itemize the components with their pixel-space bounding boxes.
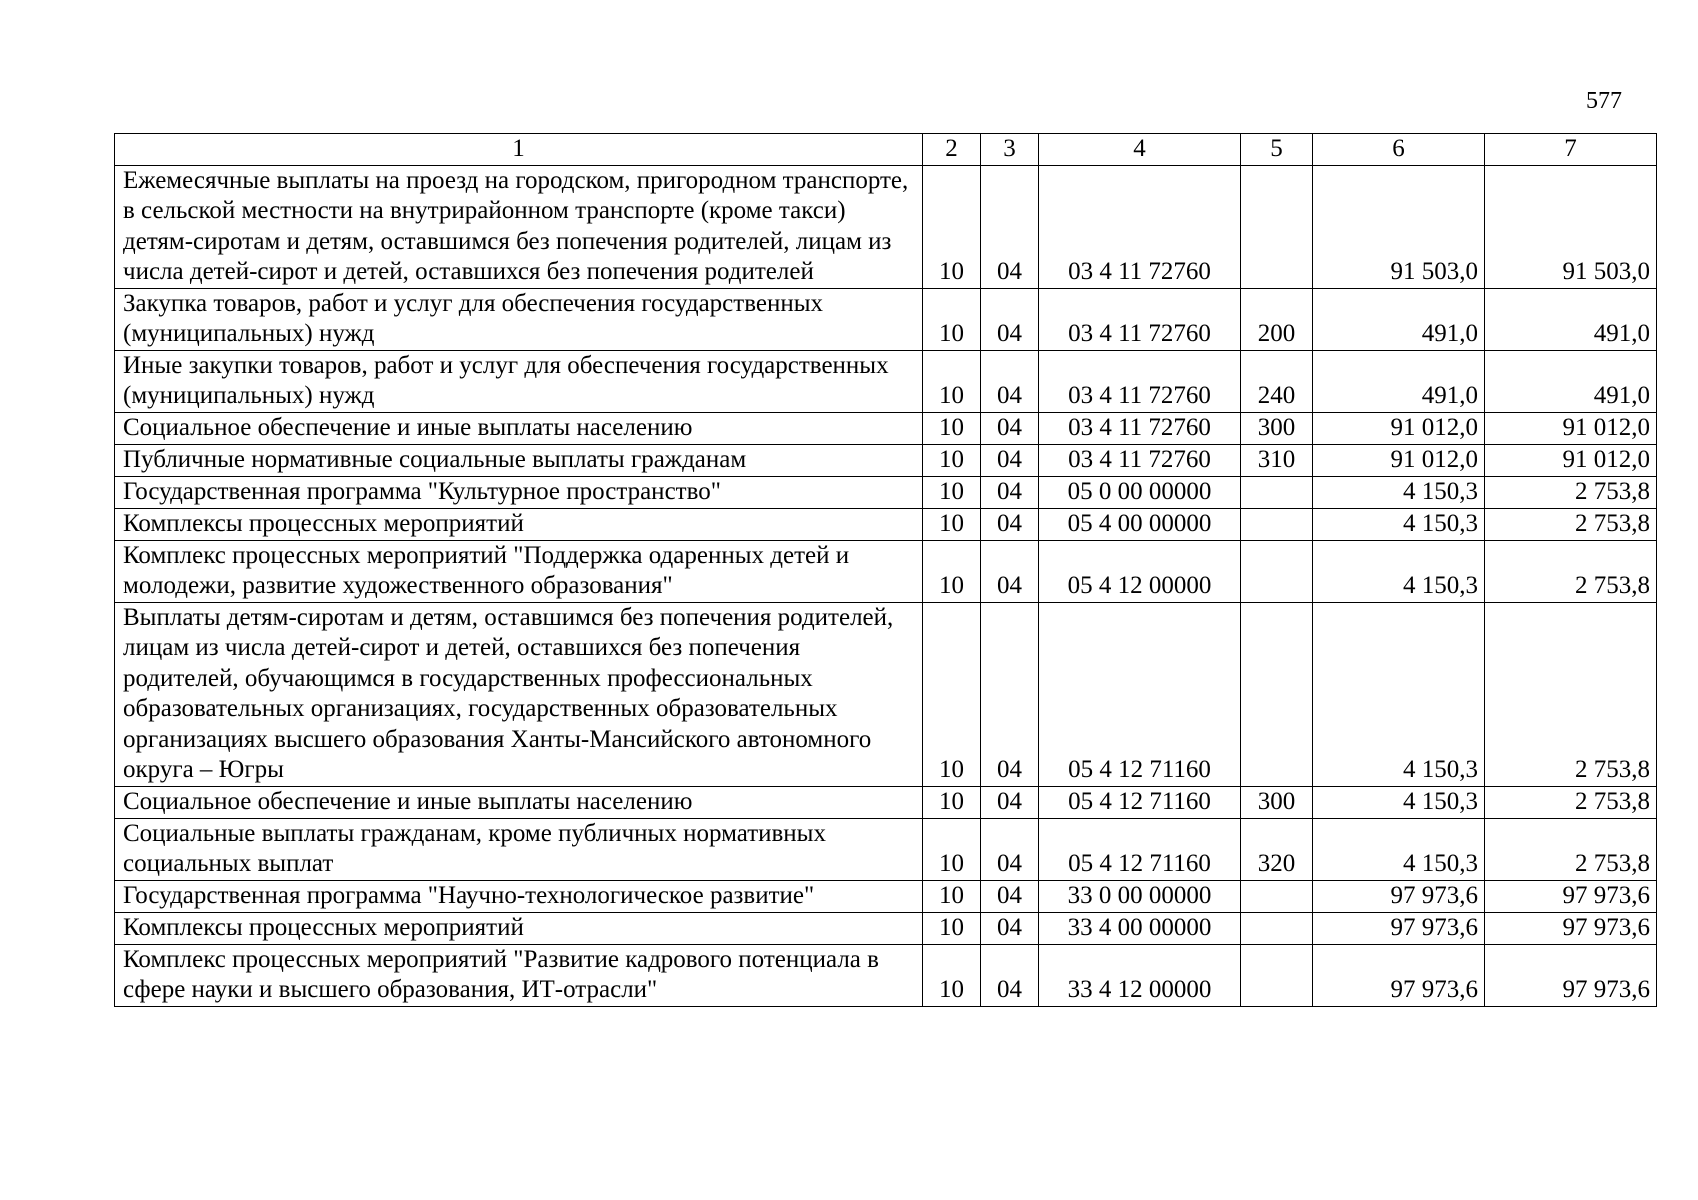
table-row — [115, 476, 1657, 508]
row-name: Публичные нормативные социальные выплаты гражданам — [115, 444, 923, 476]
row-section: 10 — [923, 350, 981, 412]
row-amount-1: 4 150,3 — [1313, 508, 1485, 540]
row-expense-type: 300 — [1241, 412, 1313, 444]
row-subsection: 04 — [981, 602, 1039, 786]
row-name: Комплекс процессных мероприятий "Поддержка одаренных детей и молодежи, развитие художественного образования" — [115, 540, 923, 602]
row-expense-type — [1241, 912, 1313, 944]
row-subsection: 04 — [981, 786, 1039, 818]
table-body — [115, 165, 1657, 1006]
row-amount-2: 97 973,6 — [1485, 880, 1657, 912]
row-name: Выплаты детям-сиротам и детям, оставшимся без попечения родителей, лицам из числа детей-сирот и детей, оставшихся без попечения родителей, обучающимся в государственных профессиональных образовательных организациях, государственных образовательных организациях высшего образования Ханты-Мансийского автономного округа – Югры — [115, 602, 923, 786]
row-target-code: 05 4 12 71160 — [1039, 602, 1241, 786]
row-section: 10 — [923, 880, 981, 912]
header-row — [115, 134, 1657, 166]
row-name: Государственная программа "Культурное пространство" — [115, 476, 923, 508]
row-section: 10 — [923, 944, 981, 1006]
table-row — [115, 786, 1657, 818]
row-section: 10 — [923, 412, 981, 444]
row-expense-type — [1241, 508, 1313, 540]
header-col-1: 1 — [115, 134, 923, 166]
row-target-code: 03 4 11 72760 — [1039, 412, 1241, 444]
row-target-code: 03 4 11 72760 — [1039, 350, 1241, 412]
header-col-3: 3 — [981, 134, 1039, 166]
row-amount-1: 4 150,3 — [1313, 786, 1485, 818]
row-amount-2: 97 973,6 — [1485, 944, 1657, 1006]
row-target-code: 03 4 11 72760 — [1039, 288, 1241, 350]
row-name: Закупка товаров, работ и услуг для обеспечения государственных (муниципальных) нужд — [115, 288, 923, 350]
row-amount-2: 97 973,6 — [1485, 912, 1657, 944]
row-section: 10 — [923, 444, 981, 476]
row-subsection: 04 — [981, 944, 1039, 1006]
row-amount-1: 97 973,6 — [1313, 944, 1485, 1006]
row-expense-type: 240 — [1241, 350, 1313, 412]
table-row — [115, 944, 1657, 1006]
row-target-code: 03 4 11 72760 — [1039, 444, 1241, 476]
row-target-code: 05 0 00 00000 — [1039, 476, 1241, 508]
row-name: Социальное обеспечение и иные выплаты населению — [115, 412, 923, 444]
page-number: 577 — [1586, 88, 1622, 114]
row-subsection: 04 — [981, 444, 1039, 476]
header-col-4: 4 — [1039, 134, 1241, 166]
row-expense-type: 200 — [1241, 288, 1313, 350]
row-amount-1: 491,0 — [1313, 288, 1485, 350]
table-row — [115, 602, 1657, 786]
table-row — [115, 818, 1657, 880]
row-expense-type — [1241, 165, 1313, 288]
row-expense-type: 310 — [1241, 444, 1313, 476]
row-target-code: 33 4 12 00000 — [1039, 944, 1241, 1006]
row-name: Комплексы процессных мероприятий — [115, 912, 923, 944]
table-row — [115, 165, 1657, 288]
row-subsection: 04 — [981, 818, 1039, 880]
row-subsection: 04 — [981, 412, 1039, 444]
row-expense-type — [1241, 944, 1313, 1006]
table-row — [115, 288, 1657, 350]
row-amount-2: 91 012,0 — [1485, 412, 1657, 444]
row-amount-2: 491,0 — [1485, 350, 1657, 412]
row-amount-2: 2 753,8 — [1485, 508, 1657, 540]
row-target-code: 05 4 00 00000 — [1039, 508, 1241, 540]
row-name: Социальные выплаты гражданам, кроме публичных нормативных социальных выплат — [115, 818, 923, 880]
row-name: Государственная программа "Научно-технологическое развитие" — [115, 880, 923, 912]
row-section: 10 — [923, 165, 981, 288]
row-amount-1: 4 150,3 — [1313, 476, 1485, 508]
row-section: 10 — [923, 912, 981, 944]
row-amount-2: 2 753,8 — [1485, 818, 1657, 880]
row-amount-2: 2 753,8 — [1485, 476, 1657, 508]
row-subsection: 04 — [981, 912, 1039, 944]
row-target-code: 05 4 12 00000 — [1039, 540, 1241, 602]
table-row — [115, 912, 1657, 944]
row-section: 10 — [923, 288, 981, 350]
row-subsection: 04 — [981, 880, 1039, 912]
header-col-2: 2 — [923, 134, 981, 166]
table-row — [115, 540, 1657, 602]
row-amount-1: 91 012,0 — [1313, 412, 1485, 444]
row-subsection: 04 — [981, 288, 1039, 350]
row-subsection: 04 — [981, 165, 1039, 288]
row-expense-type — [1241, 602, 1313, 786]
row-subsection: 04 — [981, 540, 1039, 602]
header-col-6: 6 — [1313, 134, 1485, 166]
row-section: 10 — [923, 818, 981, 880]
row-expense-type — [1241, 540, 1313, 602]
row-amount-1: 97 973,6 — [1313, 912, 1485, 944]
row-name: Комплекс процессных мероприятий "Развитие кадрового потенциала в сфере науки и высшего образования, ИТ-отрасли" — [115, 944, 923, 1006]
row-target-code: 05 4 12 71160 — [1039, 818, 1241, 880]
table-row — [115, 880, 1657, 912]
row-section: 10 — [923, 786, 981, 818]
header-col-7: 7 — [1485, 134, 1657, 166]
row-expense-type: 320 — [1241, 818, 1313, 880]
row-expense-type — [1241, 476, 1313, 508]
row-amount-1: 91 503,0 — [1313, 165, 1485, 288]
row-name: Социальное обеспечение и иные выплаты населению — [115, 786, 923, 818]
row-amount-1: 491,0 — [1313, 350, 1485, 412]
table-row — [115, 508, 1657, 540]
row-subsection: 04 — [981, 476, 1039, 508]
row-section: 10 — [923, 476, 981, 508]
row-amount-1: 4 150,3 — [1313, 818, 1485, 880]
table-row — [115, 412, 1657, 444]
row-amount-1: 91 012,0 — [1313, 444, 1485, 476]
header-col-5: 5 — [1241, 134, 1313, 166]
row-amount-1: 4 150,3 — [1313, 540, 1485, 602]
budget-table — [114, 133, 1657, 1007]
row-amount-2: 2 753,8 — [1485, 540, 1657, 602]
row-amount-1: 97 973,6 — [1313, 880, 1485, 912]
row-amount-2: 91 503,0 — [1485, 165, 1657, 288]
table-row — [115, 350, 1657, 412]
row-subsection: 04 — [981, 350, 1039, 412]
row-amount-1: 4 150,3 — [1313, 602, 1485, 786]
row-section: 10 — [923, 508, 981, 540]
row-section: 10 — [923, 540, 981, 602]
row-name: Комплексы процессных мероприятий — [115, 508, 923, 540]
row-amount-2: 491,0 — [1485, 288, 1657, 350]
row-subsection: 04 — [981, 508, 1039, 540]
row-name: Иные закупки товаров, работ и услуг для обеспечения государственных (муниципальных) нужд — [115, 350, 923, 412]
table-row — [115, 444, 1657, 476]
row-expense-type: 300 — [1241, 786, 1313, 818]
row-target-code: 33 4 00 00000 — [1039, 912, 1241, 944]
row-section: 10 — [923, 602, 981, 786]
row-amount-2: 2 753,8 — [1485, 602, 1657, 786]
row-expense-type — [1241, 880, 1313, 912]
row-target-code: 33 0 00 00000 — [1039, 880, 1241, 912]
row-target-code: 03 4 11 72760 — [1039, 165, 1241, 288]
row-amount-2: 91 012,0 — [1485, 444, 1657, 476]
row-name: Ежемесячные выплаты на проезд на городском, пригородном транспорте, в сельской местности на внутрирайонном транспорте (кроме такси) детям-сиротам и детям, оставшимся без попечения родителей, лицам из числа детей-сирот и детей, оставшихся без попечения родителей — [115, 165, 923, 288]
row-amount-2: 2 753,8 — [1485, 786, 1657, 818]
row-target-code: 05 4 12 71160 — [1039, 786, 1241, 818]
